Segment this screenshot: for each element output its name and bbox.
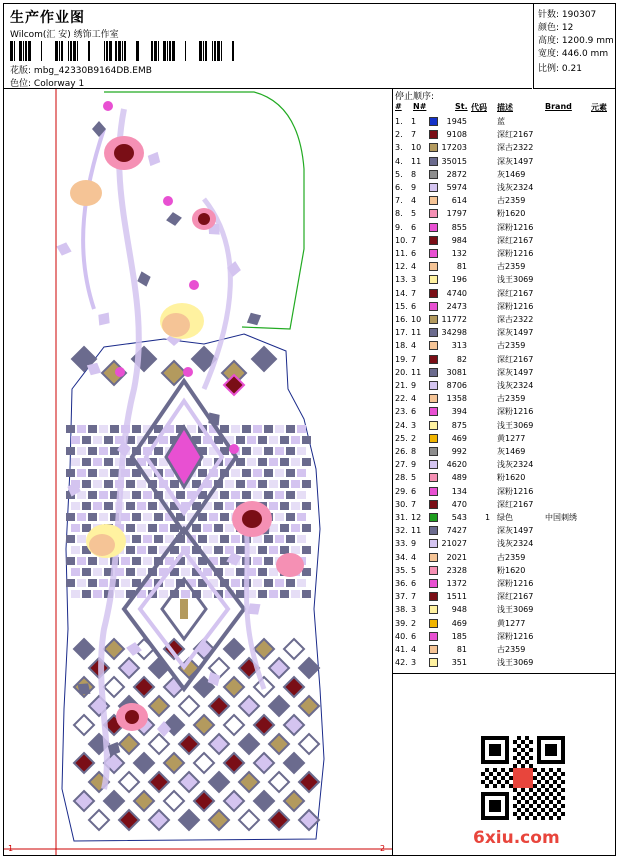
row-description: 古2359	[497, 341, 526, 351]
row-description: 古2359	[497, 552, 526, 562]
row-description: 深灰1497	[497, 156, 534, 166]
row-stitches: 134	[451, 486, 467, 496]
row-description: 深粉1216	[497, 579, 534, 588]
header-left	[4, 4, 532, 89]
row-stitches: 1372	[446, 579, 467, 588]
embroidery-preview	[4, 89, 393, 855]
row-index: 18.	[395, 341, 408, 351]
table-row	[393, 498, 615, 511]
row-needle: 6	[411, 631, 417, 641]
row-needle: 11	[411, 328, 422, 338]
row-needle: 3	[411, 275, 417, 285]
table-row	[393, 577, 615, 590]
colorway-line	[10, 76, 84, 89]
row-index: 16.	[395, 315, 408, 324]
row-description: 深粉1216	[497, 249, 534, 258]
table-row	[393, 247, 615, 260]
row-description: 浅灰2324	[497, 183, 534, 192]
col-idx-header: #	[395, 102, 402, 111]
row-needle: 10	[411, 315, 422, 324]
row-index: 21.	[395, 381, 408, 390]
row-stitches: 7427	[446, 526, 467, 536]
thread-color-swatch	[429, 289, 438, 298]
thread-color-swatch	[429, 421, 438, 430]
thread-color-swatch	[429, 381, 438, 390]
row-stitches: 1358	[446, 394, 467, 404]
row-needle: 4	[411, 262, 417, 272]
thread-color-swatch	[429, 487, 438, 496]
table-row	[393, 141, 615, 154]
row-description: 深粉1216	[497, 407, 534, 417]
col-code-header: 代码	[471, 103, 487, 112]
row-description: 黄1277	[497, 618, 526, 628]
table-row	[393, 630, 615, 643]
row-index: 36.	[395, 579, 408, 588]
thread-color-swatch	[429, 275, 438, 284]
row-description: 浅王3069	[497, 658, 534, 668]
row-stitches: 313	[451, 341, 467, 351]
row-needle: 7	[411, 592, 417, 602]
row-stitches: 185	[451, 631, 467, 641]
spec-stitches: 针数: 190307	[538, 10, 597, 20]
table-row	[393, 194, 615, 207]
row-needle: 7	[411, 235, 417, 245]
thread-color-swatch	[429, 605, 438, 614]
row-description: 蓝	[497, 117, 505, 126]
row-index: 9.	[395, 222, 403, 232]
table-row	[393, 221, 615, 234]
row-code: 1	[485, 513, 491, 522]
row-needle: 6	[411, 301, 417, 311]
row-description: 深粉1216	[497, 301, 534, 311]
row-stitches: 21027	[441, 539, 467, 549]
table-row	[393, 313, 615, 326]
row-description: 灰1469	[497, 169, 526, 179]
thread-color-swatch	[429, 447, 438, 456]
col-n-header: N#	[413, 102, 427, 111]
row-needle: 6	[411, 249, 417, 258]
table-row	[393, 339, 615, 352]
row-description: 粉1620	[497, 565, 526, 575]
page-title: 生产作业图	[10, 10, 85, 26]
row-needle: 5	[411, 565, 417, 575]
col-desc-header: 描述	[497, 103, 513, 112]
table-row	[393, 432, 615, 445]
row-stitches: 614	[451, 196, 467, 206]
row-description: 浅灰2324	[497, 539, 534, 549]
row-index: 2.	[395, 130, 403, 140]
row-needle: 8	[411, 169, 417, 179]
thread-color-swatch	[429, 368, 438, 377]
table-row	[393, 392, 615, 405]
design-file-value: mbg_42330B9164DB.EMB	[33, 66, 152, 76]
row-index: 37.	[395, 592, 408, 602]
row-needle: 6	[411, 222, 417, 232]
row-description: 深粉1216	[497, 222, 534, 232]
row-stitches: 875	[451, 420, 467, 430]
row-index: 8.	[395, 209, 403, 219]
row-needle: 7	[411, 288, 417, 298]
row-index: 30.	[395, 499, 408, 509]
table-row	[393, 287, 615, 300]
row-stitches: 984	[451, 235, 467, 245]
table-row	[393, 207, 615, 220]
table-row	[393, 445, 615, 458]
thread-color-swatch	[429, 315, 438, 324]
row-stitches: 543	[451, 513, 467, 522]
row-index: 26.	[395, 447, 408, 456]
row-needle: 9	[411, 460, 417, 470]
thread-color-swatch	[429, 553, 438, 562]
row-needle: 11	[411, 367, 422, 377]
row-index: 3.	[395, 143, 403, 153]
row-stitches: 3081	[446, 367, 467, 377]
table-row	[393, 485, 615, 498]
spec-width: 宽度: 446.0 mm	[538, 49, 609, 59]
thread-color-swatch	[429, 566, 438, 575]
row-description: 浅王3069	[497, 275, 534, 285]
thread-color-swatch	[429, 249, 438, 258]
spec-panel	[533, 4, 616, 89]
thread-color-swatch	[429, 434, 438, 443]
row-index: 24.	[395, 420, 408, 430]
row-needle: 9	[411, 539, 417, 549]
table-row	[393, 551, 615, 564]
row-index: 17.	[395, 328, 408, 338]
col-brand-header: Brand	[545, 102, 572, 111]
table-row	[393, 564, 615, 577]
thread-color-swatch	[429, 513, 438, 522]
row-index: 39.	[395, 618, 408, 628]
row-needle: 8	[411, 447, 417, 456]
row-description: 深红2167	[497, 354, 534, 364]
thread-color-swatch	[429, 355, 438, 364]
row-stitches: 35015	[441, 156, 467, 166]
row-needle: 4	[411, 394, 417, 404]
marker-left: 1	[8, 844, 14, 853]
row-index: 20.	[395, 367, 408, 377]
row-description: 古2359	[497, 262, 526, 272]
site-logo: 6xiu.com	[473, 828, 560, 848]
studio-name: Wilcom(汇 安) 绣饰工作室	[10, 30, 119, 40]
thread-color-swatch	[429, 579, 438, 588]
row-needle: 7	[411, 499, 417, 509]
row-stitches: 470	[451, 499, 467, 509]
row-index: 15.	[395, 301, 408, 311]
marker-right: 2	[380, 844, 386, 853]
row-description: 浅王3069	[497, 605, 534, 615]
row-stitches: 82	[456, 354, 467, 364]
row-needle: 1	[411, 117, 417, 126]
row-needle: 10	[411, 143, 422, 153]
row-stitches: 1511	[446, 592, 467, 602]
row-needle: 4	[411, 196, 417, 206]
row-index: 23.	[395, 407, 408, 417]
row-needle: 4	[411, 341, 417, 351]
table-row	[393, 326, 615, 339]
row-description: 古2359	[497, 645, 526, 654]
row-stitches: 196	[451, 275, 467, 285]
table-row	[393, 234, 615, 247]
thread-color-swatch	[429, 117, 438, 126]
spec-height: 高度: 1200.9 mm	[538, 36, 614, 46]
thread-color-swatch	[429, 328, 438, 337]
row-needle: 9	[411, 183, 417, 192]
row-stitches: 351	[451, 658, 467, 668]
row-stitches: 4620	[446, 460, 467, 470]
thread-color-swatch	[429, 473, 438, 482]
row-index: 11.	[395, 249, 408, 258]
row-index: 12.	[395, 262, 408, 272]
row-stitches: 2473	[446, 301, 467, 311]
row-index: 40.	[395, 631, 408, 641]
thread-color-swatch	[429, 539, 438, 548]
row-description: 深灰1497	[497, 328, 534, 338]
thread-color-swatch	[429, 526, 438, 535]
row-index: 1.	[395, 117, 403, 126]
table-row	[393, 181, 615, 194]
table-row	[393, 617, 615, 630]
row-stitches: 81	[456, 645, 467, 654]
thread-color-swatch	[429, 170, 438, 179]
row-index: 14.	[395, 288, 408, 298]
stop-sequence-list	[393, 89, 615, 674]
row-stitches: 469	[451, 618, 467, 628]
thread-color-swatch	[429, 341, 438, 350]
design-file-line	[10, 63, 152, 76]
table-row	[393, 260, 615, 273]
row-description: 黄1277	[497, 433, 526, 443]
row-stitches: 394	[451, 407, 467, 417]
row-description: 深红2167	[497, 499, 534, 509]
thread-color-swatch	[429, 619, 438, 628]
row-description: 深灰1497	[497, 526, 534, 536]
row-stitches: 8706	[446, 381, 467, 390]
row-index: 7.	[395, 196, 403, 206]
row-index: 6.	[395, 183, 403, 192]
row-needle: 3	[411, 658, 417, 668]
row-index: 31.	[395, 513, 408, 522]
row-needle: 3	[411, 605, 417, 615]
row-description: 古2359	[497, 196, 526, 206]
row-needle: 6	[411, 486, 417, 496]
row-needle: 6	[411, 579, 417, 588]
row-index: 41.	[395, 645, 408, 654]
row-stitches: 1797	[446, 209, 467, 219]
row-index: 27.	[395, 460, 408, 470]
row-needle: 7	[411, 130, 417, 140]
row-stitches: 489	[451, 473, 467, 483]
row-index: 28.	[395, 473, 408, 483]
table-row	[393, 656, 615, 669]
thread-color-swatch	[429, 157, 438, 166]
row-stitches: 132	[451, 249, 467, 258]
table-row	[393, 300, 615, 313]
table-row	[393, 537, 615, 550]
stop-list-title: 停止顺序:	[395, 92, 435, 102]
row-needle: 6	[411, 407, 417, 417]
table-row	[393, 379, 615, 392]
row-stitches: 34298	[441, 328, 467, 338]
row-stitches: 9108	[446, 130, 467, 140]
row-description: 粉1620	[497, 473, 526, 483]
row-index: 42.	[395, 658, 408, 668]
row-needle: 11	[411, 526, 422, 536]
thread-color-swatch	[429, 302, 438, 311]
table-row	[393, 115, 615, 128]
row-needle: 9	[411, 381, 417, 390]
row-needle: 4	[411, 552, 417, 562]
row-description: 古2359	[497, 394, 526, 404]
row-stitches: 992	[451, 447, 467, 456]
table-row	[393, 643, 615, 656]
table-row	[393, 603, 615, 616]
row-index: 10.	[395, 235, 408, 245]
thread-color-swatch	[429, 407, 438, 416]
row-description: 深灰1497	[497, 367, 534, 377]
row-description: 浅灰2324	[497, 460, 534, 470]
row-needle: 4	[411, 645, 417, 654]
row-needle: 5	[411, 209, 417, 219]
row-stitches: 1945	[446, 117, 467, 126]
qr-code-image	[481, 736, 565, 820]
row-index: 35.	[395, 565, 408, 575]
embroidery-artwork	[4, 89, 392, 855]
row-stitches: 855	[451, 222, 467, 232]
row-description: 灰1469	[497, 447, 526, 456]
row-description: 深古2322	[497, 315, 534, 324]
row-index: 5.	[395, 169, 403, 179]
row-index: 25.	[395, 433, 408, 443]
row-index: 33.	[395, 539, 408, 549]
row-description: 深红2167	[497, 235, 534, 245]
table-row	[393, 155, 615, 168]
row-index: 29.	[395, 486, 408, 496]
row-index: 32.	[395, 526, 408, 536]
row-description: 深红2167	[497, 592, 534, 602]
row-description: 绿色	[497, 513, 513, 522]
thread-color-swatch	[429, 460, 438, 469]
thread-color-swatch	[429, 196, 438, 205]
row-stitches: 469	[451, 433, 467, 443]
row-needle: 3	[411, 420, 417, 430]
row-needle: 7	[411, 354, 417, 364]
row-stitches: 948	[451, 605, 467, 615]
table-row	[393, 366, 615, 379]
thread-color-swatch	[429, 236, 438, 245]
thread-color-swatch	[429, 223, 438, 232]
row-index: 34.	[395, 552, 408, 562]
center-diamond-top	[132, 381, 236, 533]
row-index: 22.	[395, 394, 408, 404]
row-description: 深粉1216	[497, 486, 534, 496]
thread-color-swatch	[429, 183, 438, 192]
row-stitches: 17203	[441, 143, 467, 153]
row-needle: 2	[411, 618, 417, 628]
row-description: 浅灰2324	[497, 381, 534, 390]
table-row	[393, 458, 615, 471]
table-row	[393, 273, 615, 286]
table-row	[393, 419, 615, 432]
thread-color-swatch	[429, 632, 438, 641]
table-row	[393, 511, 615, 524]
thread-color-swatch	[429, 394, 438, 403]
row-needle: 12	[411, 513, 422, 522]
row-description: 深古2322	[497, 143, 534, 153]
thread-color-swatch	[429, 262, 438, 271]
thread-color-swatch	[429, 592, 438, 601]
colorway-value: Colorway 1	[33, 79, 85, 89]
row-description: 浅王3069	[497, 420, 534, 430]
row-index: 4.	[395, 156, 403, 166]
row-needle: 2	[411, 433, 417, 443]
row-description: 深红2167	[497, 130, 534, 140]
row-index: 13.	[395, 275, 408, 285]
row-stitches: 11772	[441, 315, 467, 324]
row-stitches: 81	[456, 262, 467, 272]
row-needle: 5	[411, 473, 417, 483]
row-stitches: 2872	[446, 169, 467, 179]
row-description: 深粉1216	[497, 631, 534, 641]
spec-scale: 比例: 0.21	[538, 64, 582, 74]
barcode-image	[10, 41, 240, 61]
thread-color-swatch	[429, 130, 438, 139]
row-stitches: 5974	[446, 183, 467, 192]
col-elem-header: 元素	[591, 103, 607, 112]
row-brand: 中国刺绣	[545, 513, 577, 522]
table-row	[393, 353, 615, 366]
col-st-header: St.	[455, 102, 468, 111]
table-row	[393, 524, 615, 537]
table-row	[393, 405, 615, 418]
row-index: 38.	[395, 605, 408, 615]
table-row	[393, 471, 615, 484]
table-row	[393, 168, 615, 181]
table-row	[393, 590, 615, 603]
thread-color-swatch	[429, 658, 438, 667]
row-stitches: 4740	[446, 288, 467, 298]
colorway-label: 色位:	[10, 79, 32, 89]
row-stitches: 2021	[446, 552, 467, 562]
thread-color-swatch	[429, 645, 438, 654]
thread-color-swatch	[429, 209, 438, 218]
table-row	[393, 128, 615, 141]
row-description: 深红2167	[497, 288, 534, 298]
row-needle: 11	[411, 156, 422, 166]
thread-color-swatch	[429, 143, 438, 152]
row-description: 粉1620	[497, 209, 526, 219]
spec-colors: 颜色: 12	[538, 23, 574, 33]
design-file-label: 花版:	[10, 66, 32, 76]
row-stitches: 2328	[446, 565, 467, 575]
row-index: 19.	[395, 354, 408, 364]
thread-color-swatch	[429, 500, 438, 509]
